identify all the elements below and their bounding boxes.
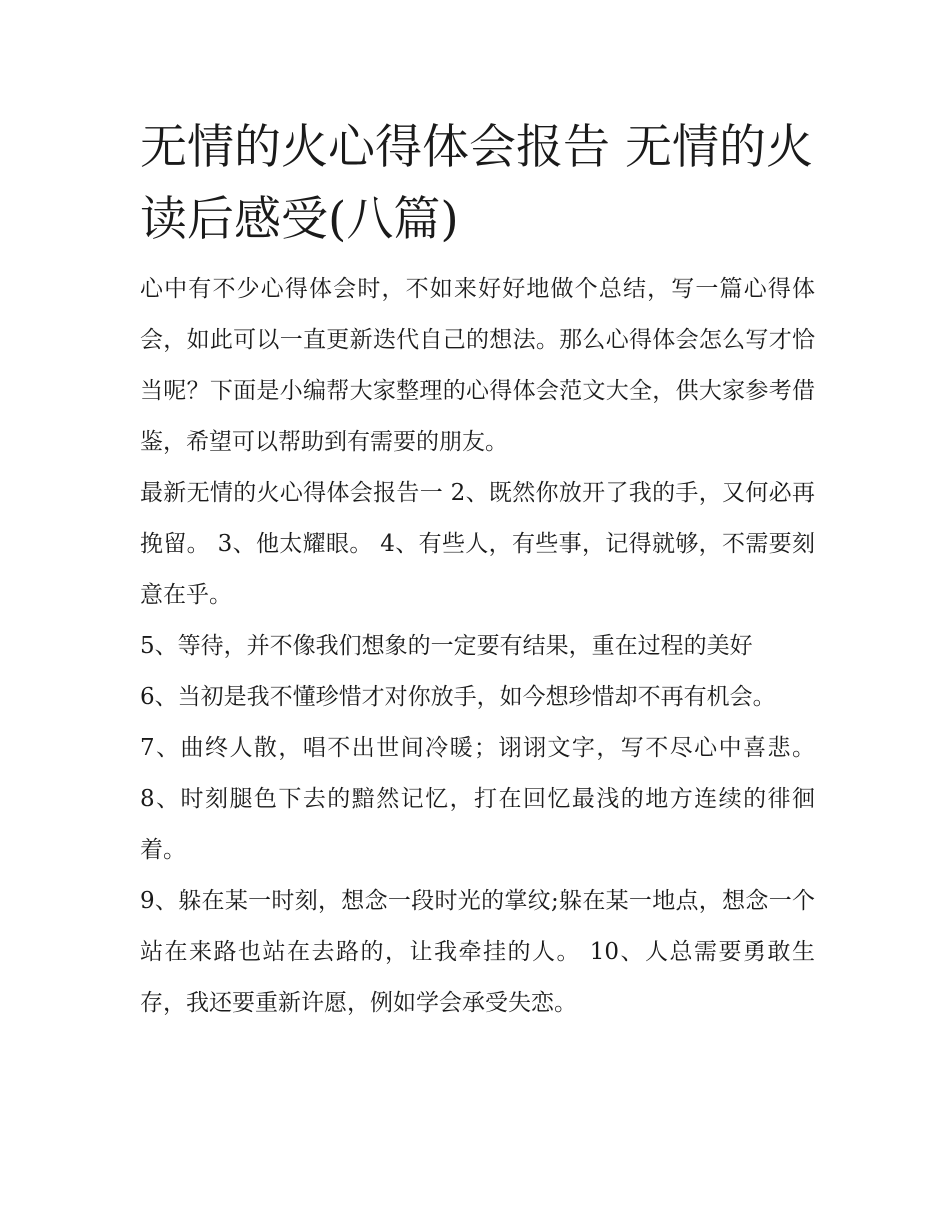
document-title: 无情的火心得体会报告 无情的火读后感受(八篇) bbox=[140, 120, 813, 247]
intro-paragraph: 心中有不少心得体会时，不如来好好地做个总结，写一篇心得体会，如此可以一直更新迭代自己的想法。那么心得体会怎么写才恰当呢？下面是小编帮大家整理的心得体会范文大全，供大家参考借鉴，希望可以帮助到有需要的朋友。 bbox=[140, 276, 815, 455]
body-paragraph: 最新无情的火心得体会报告一 2、既然你放开了我的手，又何必再挽留。 3、他太耀眼。 4、有些人，有些事，记得就够，不需要刻意在乎。 bbox=[140, 480, 815, 608]
body-paragraph: 9、躲在某一时刻，想念一段时光的掌纹;躲在某一地点，想念一个站在来路也站在去路的，让我牵挂的人。 10、人总需要勇敢生存，我还要重新许愿，例如学会承受失恋。 bbox=[140, 888, 815, 1016]
body-paragraph: 5、等待，并不像我们想象的一定要有结果，重在过程的美好 bbox=[140, 633, 753, 659]
document-body bbox=[140, 112, 815, 1029]
body-paragraph: 7、曲终人散，唱不出世间冷暖；诩诩文字，写不尽心中喜悲。 8、时刻腿色下去的黯然记忆，打在回忆最浅的地方连续的徘徊着。 bbox=[140, 735, 815, 863]
body-paragraph: 6、当初是我不懂珍惜才对你放手，如今想珍惜却不再有机会。 bbox=[140, 684, 776, 710]
